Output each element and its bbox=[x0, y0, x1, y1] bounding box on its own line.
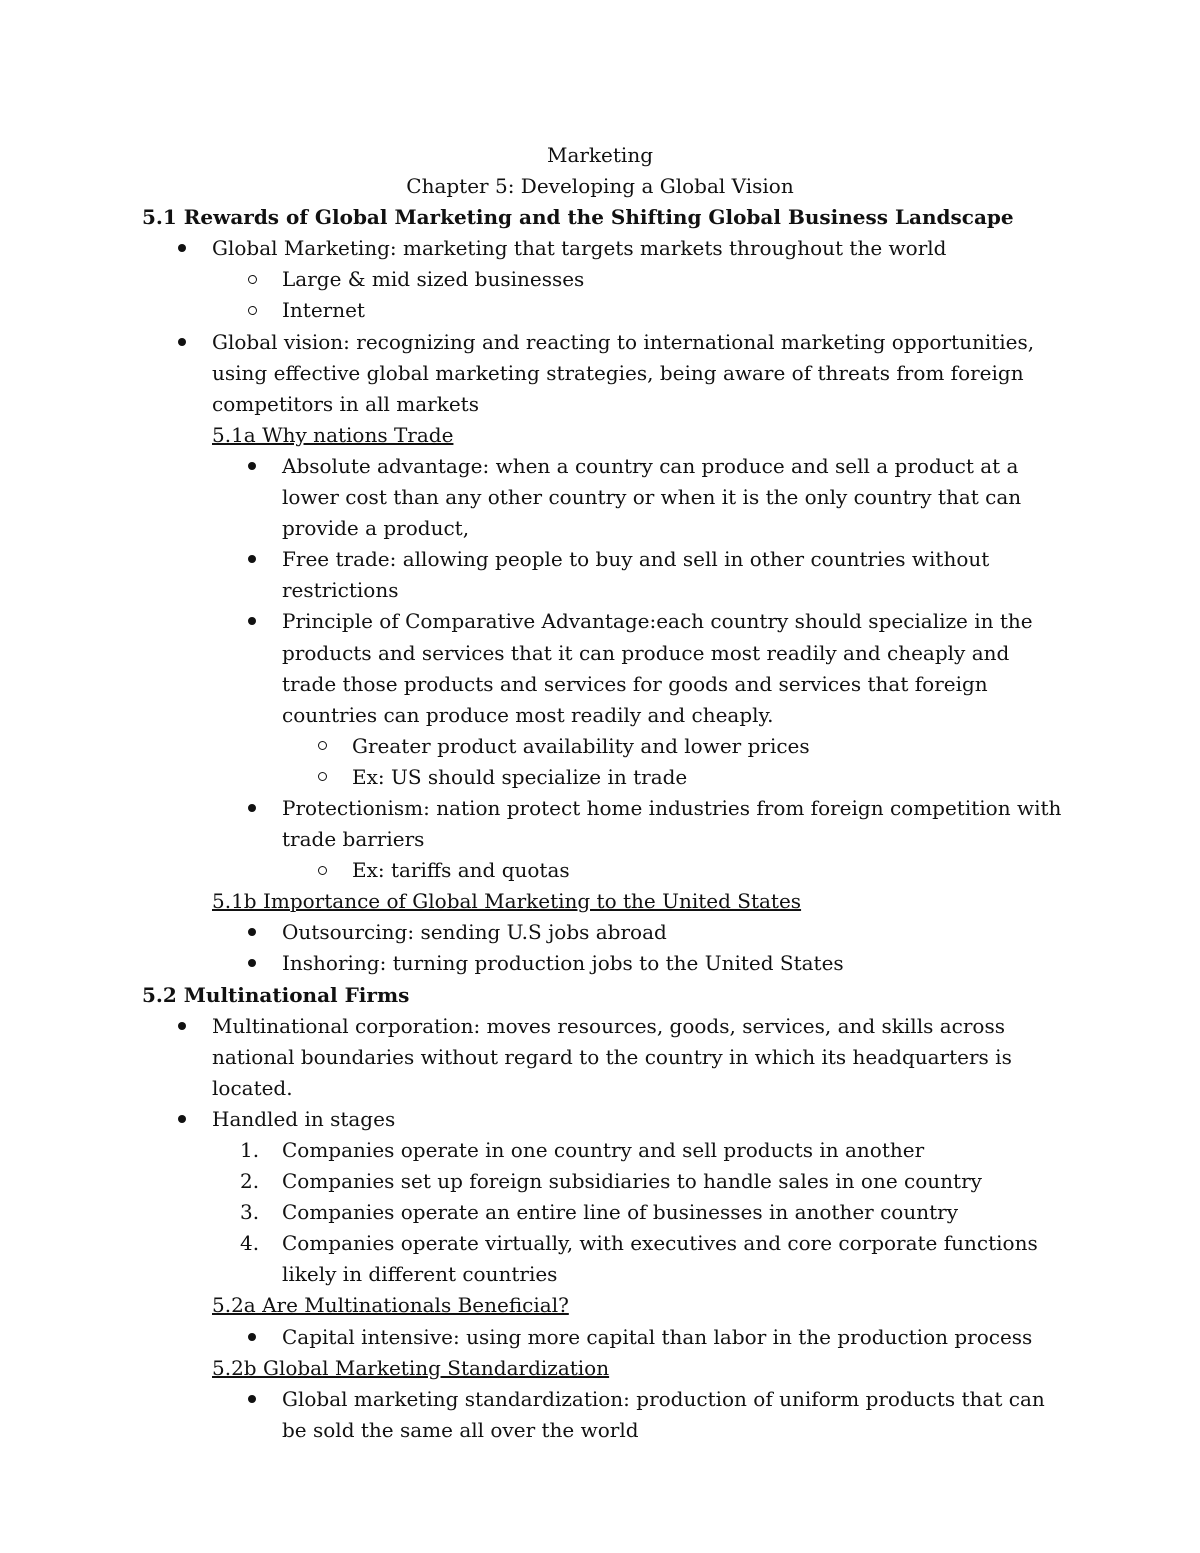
list-item bbox=[0, 1322, 1062, 1353]
subsection-heading-5-1a: 5.1a Why nations Trade bbox=[212, 422, 454, 447]
bullet-icon bbox=[172, 327, 192, 358]
list-item-text: Companies set up foreign subsidiaries to handle sales in one country bbox=[282, 1169, 982, 1194]
list-item bbox=[0, 1384, 1062, 1446]
list-item bbox=[0, 327, 1042, 420]
list-item bbox=[0, 855, 1062, 886]
list-item-text: Multinational corporation: moves resources, goods, services, and skills across national boundaries without regard to the country in which its headquarters is located. bbox=[212, 1013, 1012, 1100]
numbered-item bbox=[0, 1135, 1062, 1166]
bullet-icon bbox=[242, 1384, 262, 1415]
list-item-text: Principle of Comparative Advantage:each country should specialize in the products and services that it can produce most readily and cheaply and trade those products and services for goods and services that foreign countries can produce most readily and cheaply. bbox=[282, 609, 1033, 727]
numbered-item bbox=[0, 1228, 1062, 1290]
list-item bbox=[0, 1011, 1042, 1104]
numbered-item bbox=[0, 1166, 1062, 1197]
list-item-text: Free trade: allowing people to buy and sell in other countries without restrictions bbox=[282, 547, 990, 603]
list-item-text: Global Marketing: marketing that targets markets throughout the world bbox=[212, 236, 947, 261]
bullet-icon bbox=[242, 793, 262, 824]
list-item bbox=[0, 544, 1062, 606]
hollow-bullet-icon bbox=[312, 731, 332, 762]
list-item-text: Capital intensive: using more capital than labor in the production process bbox=[282, 1324, 1033, 1349]
list-item-text: Inshoring: turning production jobs to the United States bbox=[282, 951, 844, 976]
list-item-text: Ex: US should specialize in trade bbox=[352, 764, 688, 789]
list-item-text: Global vision: recognizing and reacting to international marketing opportunities, using effective global marketing strategies, being aware of threats from foreign competitors in all markets bbox=[212, 329, 1035, 416]
document-title: Marketing bbox=[546, 143, 654, 167]
bullet-icon bbox=[172, 233, 192, 264]
subsection-heading-5-2b: 5.2b Global Marketing Standardization bbox=[212, 1355, 610, 1380]
hollow-bullet-icon bbox=[312, 762, 332, 793]
list-item bbox=[0, 1104, 1042, 1135]
bullet-icon bbox=[172, 1011, 192, 1042]
list-item-text: Absolute advantage: when a country can produce and sell a product at a lower cost than any other country or when it is the only country that can provide a product, bbox=[282, 453, 1022, 541]
item-number: 2. bbox=[240, 1169, 260, 1194]
list-item-text: Global marketing standardization: production of uniform products that can be sold the same all over the world bbox=[282, 1386, 1045, 1442]
item-number: 3. bbox=[240, 1200, 260, 1225]
list-item bbox=[0, 606, 1062, 730]
list-item-text: Outsourcing: sending U.S jobs abroad bbox=[282, 920, 667, 945]
list-item bbox=[0, 731, 1062, 762]
bullet-icon bbox=[242, 606, 262, 637]
bullet-icon bbox=[242, 1322, 262, 1353]
bullet-icon bbox=[242, 948, 262, 979]
bullet-icon bbox=[242, 917, 262, 948]
list-item bbox=[0, 233, 1042, 264]
section-heading-5-2: 5.2 Multinational Firms bbox=[142, 982, 410, 1007]
subsection-heading-5-2a: 5.2a Are Multinationals Beneficial? bbox=[212, 1293, 569, 1318]
hollow-bullet-icon bbox=[242, 264, 262, 295]
subsection-heading-5-1b: 5.1b Importance of Global Marketing to the United States bbox=[212, 889, 802, 914]
hollow-bullet-icon bbox=[242, 295, 262, 326]
list-item-text: Companies operate in one country and sell products in another bbox=[282, 1138, 925, 1162]
bullet-icon bbox=[172, 1104, 192, 1135]
list-item-text: Greater product availability and lower prices bbox=[352, 733, 810, 758]
bullet-icon bbox=[242, 544, 262, 575]
document-page bbox=[0, 140, 1200, 1446]
list-item bbox=[0, 793, 1062, 855]
list-item bbox=[0, 917, 1062, 948]
item-number: 1. bbox=[240, 1138, 260, 1162]
list-item-text: Ex: tariffs and quotas bbox=[352, 858, 570, 883]
list-item-text: Protectionism: nation protect home industries from foreign competition with trade barriers bbox=[282, 795, 1062, 852]
numbered-item bbox=[0, 1197, 1062, 1228]
list-item-text: Handled in stages bbox=[212, 1106, 396, 1131]
list-item bbox=[0, 264, 1062, 295]
list-item bbox=[0, 762, 1062, 793]
list-item-text: Internet bbox=[282, 298, 365, 323]
bullet-icon bbox=[242, 451, 262, 482]
list-item-text: Companies operate virtually, with executives and core corporate functions likely in different countries bbox=[282, 1231, 1038, 1287]
chapter-subtitle: Chapter 5: Developing a Global Vision bbox=[406, 174, 794, 199]
list-item bbox=[0, 295, 1062, 326]
item-number: 4. bbox=[240, 1231, 260, 1256]
list-item bbox=[0, 451, 1062, 544]
section-heading-5-1: 5.1 Rewards of Global Marketing and the Shifting Global Business Landscape bbox=[142, 205, 1014, 230]
hollow-bullet-icon bbox=[312, 855, 332, 886]
list-item-text: Large & mid sized businesses bbox=[282, 267, 585, 292]
list-item bbox=[0, 948, 1062, 979]
list-item-text: Companies operate an entire line of businesses in another country bbox=[282, 1200, 958, 1225]
